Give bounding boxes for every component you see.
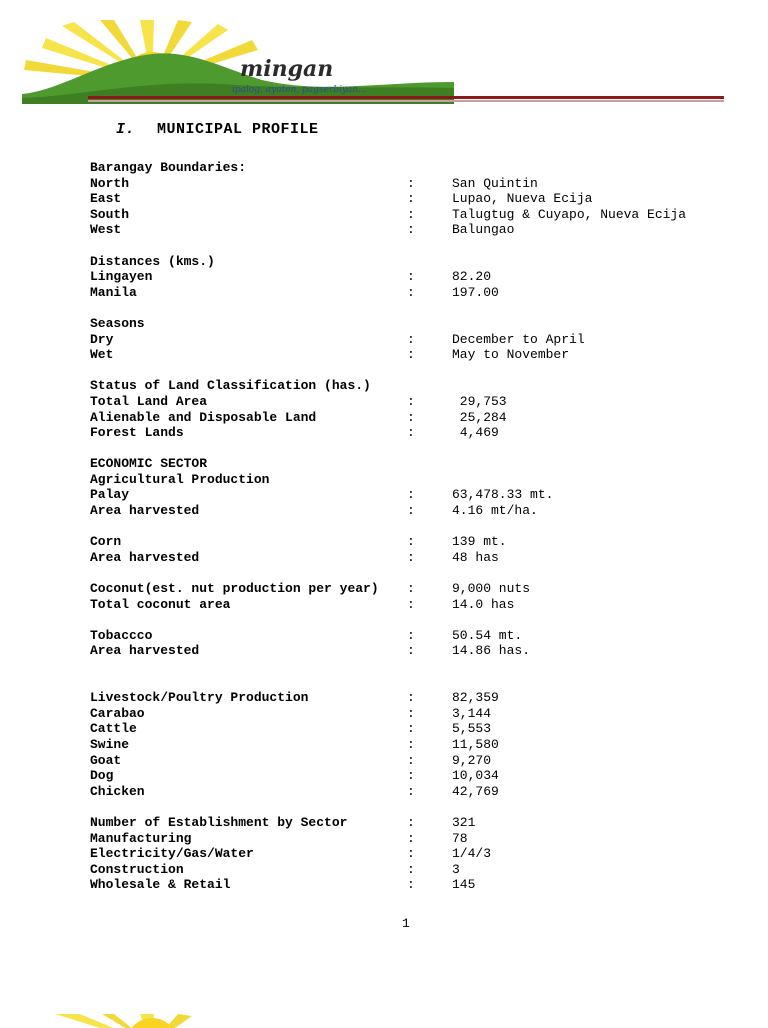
row-value: 14.0 has xyxy=(452,596,515,612)
row-label: Area harvested xyxy=(90,643,200,659)
profile-row xyxy=(90,347,750,363)
row-separator: : xyxy=(407,877,415,893)
row-separator: : xyxy=(407,783,415,799)
row-separator: : xyxy=(407,549,415,565)
row-separator: : xyxy=(407,736,415,752)
row-separator: : xyxy=(407,331,415,347)
row-separator: : xyxy=(407,861,415,877)
profile-row xyxy=(90,487,750,503)
profile-content xyxy=(90,160,750,893)
profile-row xyxy=(90,721,750,737)
row-value: 82.20 xyxy=(452,269,492,285)
row-separator: : xyxy=(407,690,415,706)
row-label: Cattle xyxy=(90,721,137,737)
row-value: 48 has xyxy=(452,549,499,565)
row-value: 63,478.33 mt. xyxy=(452,487,554,503)
row-value: 78 xyxy=(452,830,468,846)
section-heading: Distances (kms.) xyxy=(90,253,215,269)
row-separator: : xyxy=(407,175,415,191)
row-separator: : xyxy=(407,503,415,519)
row-value: Talugtug & Cuyapo, Nueva Ecija xyxy=(452,206,687,222)
row-separator: : xyxy=(407,206,415,222)
profile-row xyxy=(90,690,750,706)
row-label: North xyxy=(90,175,130,191)
profile-row xyxy=(90,706,750,722)
profile-row xyxy=(90,643,750,659)
row-separator: : xyxy=(407,596,415,612)
row-separator: : xyxy=(407,581,415,597)
row-label: Goat xyxy=(90,752,122,768)
row-label: Total coconut area xyxy=(90,596,231,612)
row-label: Construction xyxy=(90,861,184,877)
row-separator: : xyxy=(407,425,415,441)
profile-row xyxy=(90,862,750,878)
header-rule xyxy=(88,96,724,102)
row-label: East xyxy=(90,191,122,207)
row-label: West xyxy=(90,222,122,238)
row-separator: : xyxy=(407,534,415,550)
row-value: 82,359 xyxy=(452,690,499,706)
row-value: 139 mt. xyxy=(452,534,507,550)
footer-logo-fragment xyxy=(22,1014,454,1028)
row-separator: : xyxy=(407,752,415,768)
row-value: 197.00 xyxy=(452,284,499,300)
row-separator: : xyxy=(407,222,415,238)
profile-row xyxy=(90,784,750,800)
row-value: 10,034 xyxy=(452,768,499,784)
row-separator: : xyxy=(407,409,415,425)
row-separator: : xyxy=(407,705,415,721)
row-label: Manufacturing xyxy=(90,830,192,846)
row-value: 29,753 xyxy=(452,393,507,409)
profile-row xyxy=(90,191,750,207)
row-label: Tobaccco xyxy=(90,627,153,643)
row-label: Chicken xyxy=(90,783,145,799)
profile-row xyxy=(90,597,750,613)
profile-row xyxy=(90,269,750,285)
row-value: 25,284 xyxy=(452,409,507,425)
row-value: December to April xyxy=(452,331,585,347)
mingan-logo xyxy=(22,20,454,104)
profile-row xyxy=(90,207,750,223)
row-value: 50.54 mt. xyxy=(452,627,523,643)
profile-row xyxy=(90,503,750,519)
profile-row xyxy=(90,753,750,769)
row-value: 145 xyxy=(452,877,476,893)
profile-row xyxy=(90,285,750,301)
row-label: Palay xyxy=(90,487,130,503)
profile-row xyxy=(90,410,750,426)
row-label: Wet xyxy=(90,347,114,363)
page-title xyxy=(116,121,319,138)
profile-row xyxy=(90,628,750,644)
row-separator: : xyxy=(407,627,415,643)
row-value: 9,000 nuts xyxy=(452,581,531,597)
profile-row xyxy=(90,332,750,348)
row-separator: : xyxy=(407,721,415,737)
row-label: Area harvested xyxy=(90,549,200,565)
section-heading: ECONOMIC SECTOR xyxy=(90,456,208,472)
row-value: 321 xyxy=(452,814,476,830)
row-separator: : xyxy=(407,269,415,285)
profile-row xyxy=(90,581,750,597)
profile-row xyxy=(90,815,750,831)
row-separator: : xyxy=(407,347,415,363)
row-value: 3 xyxy=(452,861,460,877)
row-label: Carabao xyxy=(90,705,145,721)
profile-row xyxy=(90,534,750,550)
row-separator: : xyxy=(407,814,415,830)
section-subheading: Agricultural Production xyxy=(90,471,270,487)
section-title: MUNICIPAL PROFILE xyxy=(157,121,319,138)
profile-row xyxy=(90,222,750,238)
row-separator: : xyxy=(407,393,415,409)
row-label: Wholesale & Retail xyxy=(90,877,231,893)
profile-row xyxy=(90,737,750,753)
section-heading: Seasons xyxy=(90,315,145,331)
row-separator: : xyxy=(407,846,415,862)
row-label: Livestock/Poultry Production xyxy=(90,690,309,706)
row-separator: : xyxy=(407,768,415,784)
row-value: 1/4/3 xyxy=(452,846,492,862)
section-heading: Status of Land Classification (has.) xyxy=(90,378,371,394)
profile-row xyxy=(90,394,750,410)
profile-row xyxy=(90,176,750,192)
profile-row xyxy=(90,877,750,893)
profile-row xyxy=(90,425,750,441)
row-value: 42,769 xyxy=(452,783,499,799)
profile-row xyxy=(90,831,750,847)
section-heading: Barangay Boundaries: xyxy=(90,160,247,175)
row-value: 5,553 xyxy=(452,721,492,737)
row-separator: : xyxy=(407,643,415,659)
row-label: Forest Lands xyxy=(90,425,184,441)
page-number: 1 xyxy=(402,916,410,931)
profile-row xyxy=(90,846,750,862)
row-label: Manila xyxy=(90,284,137,300)
row-label: South xyxy=(90,206,130,222)
section-number: I. xyxy=(116,121,136,138)
row-value: Lupao, Nueva Ecija xyxy=(452,191,593,207)
row-value: 3,144 xyxy=(452,705,492,721)
row-separator: : xyxy=(407,487,415,503)
row-value: 14.86 has. xyxy=(452,643,531,659)
row-label: Swine xyxy=(90,736,130,752)
logo-tagline: ipalog, ayaten, pagserbiyan... xyxy=(232,85,367,95)
row-label: Corn xyxy=(90,534,122,550)
row-separator: : xyxy=(407,191,415,207)
row-label: Electricity/Gas/Water xyxy=(90,846,254,862)
row-label: Total Land Area xyxy=(90,393,208,409)
row-value: Balungao xyxy=(452,222,515,238)
row-value: May to November xyxy=(452,347,570,363)
row-value: 4.16 mt/ha. xyxy=(452,503,538,519)
logo-wordmark: mingan xyxy=(240,56,334,82)
profile-row xyxy=(90,550,750,566)
row-value: 11,580 xyxy=(452,736,499,752)
row-label: Dog xyxy=(90,768,114,784)
row-value: San Quintin xyxy=(452,175,538,191)
row-label: Lingayen xyxy=(90,269,153,285)
row-value: 9,270 xyxy=(452,752,492,768)
row-label: Area harvested xyxy=(90,503,200,519)
row-label: Number of Establishment by Sector xyxy=(90,814,348,830)
row-label: Coconut(est. nut production per year) xyxy=(90,581,379,597)
row-separator: : xyxy=(407,284,415,300)
profile-row xyxy=(90,768,750,784)
row-separator: : xyxy=(407,830,415,846)
row-label: Alienable and Disposable Land xyxy=(90,409,317,425)
row-value: 4,469 xyxy=(452,425,499,441)
row-label: Dry xyxy=(90,331,114,347)
